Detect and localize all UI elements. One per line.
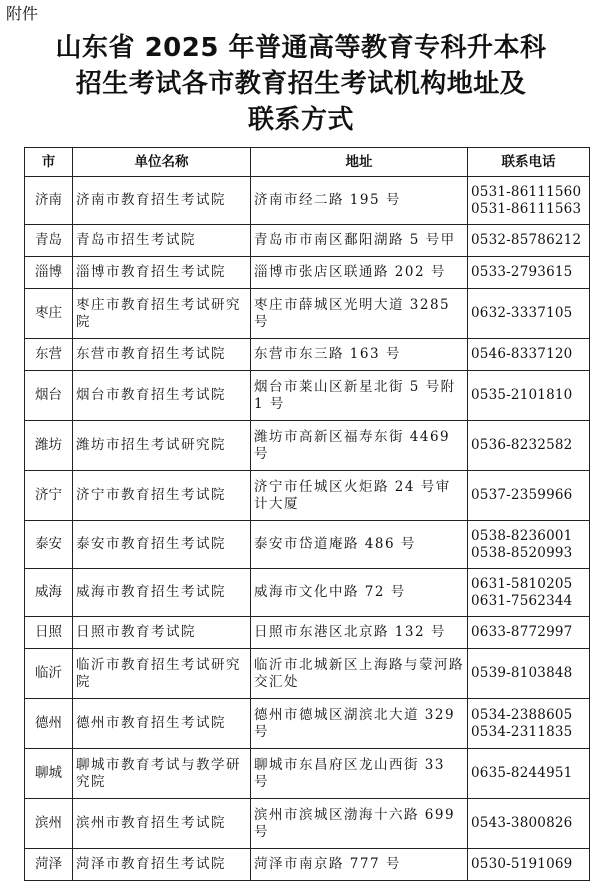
address-cell: 东营市东三路 163 号 [251,339,468,371]
phone-number: 0534-2388605 [471,706,573,723]
table-header-row [25,148,590,177]
phone-cell [468,225,590,257]
address-cell: 日照市东港区北京路 132 号 [251,617,468,649]
phone-cell [468,649,590,699]
table-row [25,699,590,749]
phone-number: 0538-8236001 [471,527,573,544]
table-row [25,569,590,617]
address-cell: 滨州市滨城区渤海十六路 699 号 [251,799,468,849]
phone-number: 0537-2359966 [471,487,573,503]
table-row [25,849,590,881]
phone-number: 0635-8244951 [471,765,573,781]
unit-cell: 枣庄市教育招生考试研究院 [73,289,251,339]
header-city: 市 [25,148,73,177]
table-row [25,257,590,289]
city-cell: 枣庄 [25,289,73,339]
phone-number: 0631-5810205 [471,575,573,592]
phone-number: 0633-8772997 [471,624,573,640]
city-cell: 菏泽 [25,849,73,881]
phone-cell [468,471,590,521]
city-cell: 淄博 [25,257,73,289]
phone-number: 0533-2793615 [471,264,573,280]
phone-number: 0532-85786212 [471,232,582,248]
city-cell: 滨州 [25,799,73,849]
unit-cell: 聊城市教育考试与教学研究院 [73,749,251,799]
phone-number: 0538-8520993 [471,544,573,561]
address-cell: 临沂市北城新区上海路与蒙河路交汇处 [251,649,468,699]
address-cell: 潍坊市高新区福寿东街 4469 号 [251,421,468,471]
phone-cell [468,257,590,289]
city-cell: 青岛 [25,225,73,257]
city-cell: 临沂 [25,649,73,699]
header-phone: 联系电话 [468,148,590,177]
unit-cell: 临沂市教育招生考试研究院 [73,649,251,699]
unit-cell: 日照市教育考试院 [73,617,251,649]
phone-cell [468,521,590,569]
city-cell: 东营 [25,339,73,371]
page-title [0,30,602,138]
city-cell: 济南 [25,177,73,225]
unit-cell: 菏泽市教育招生考试院 [73,849,251,881]
phone-number: 0535-2101810 [471,387,573,403]
address-cell: 济南市经二路 195 号 [251,177,468,225]
phone-cell [468,699,590,749]
phone-cell [468,371,590,421]
address-cell: 枣庄市薛城区光明大道 3285 号 [251,289,468,339]
unit-cell: 德州市教育招生考试院 [73,699,251,749]
title-line-1: 山东省 2025 年普通高等教育专科升本科 [55,33,547,63]
attachment-label: 附件 [6,4,39,23]
unit-cell: 青岛市招生考试院 [73,225,251,257]
phone-cell [468,617,590,649]
table-row [25,799,590,849]
phone-cell [468,569,590,617]
address-cell: 德州市德城区湖滨北大道 329 号 [251,699,468,749]
phone-number: 0530-5191069 [471,856,573,872]
table-row [25,339,590,371]
table-row [25,749,590,799]
address-cell: 聊城市东昌府区龙山西街 33 号 [251,749,468,799]
address-cell: 菏泽市南京路 777 号 [251,849,468,881]
phone-number: 0531-86111560 [471,183,582,200]
unit-cell: 济宁市教育招生考试院 [73,471,251,521]
unit-cell: 潍坊市招生考试研究院 [73,421,251,471]
address-cell: 济宁市任城区火炬路 24 号审计大厦 [251,471,468,521]
unit-cell: 威海市教育招生考试院 [73,569,251,617]
phone-cell [468,289,590,339]
city-cell: 潍坊 [25,421,73,471]
phone-cell [468,177,590,225]
phone-number: 0546-8337120 [471,346,573,362]
city-cell: 烟台 [25,371,73,421]
city-cell: 济宁 [25,471,73,521]
phone-cell [468,749,590,799]
unit-cell: 滨州市教育招生考试院 [73,799,251,849]
phone-number: 0531-86111563 [471,200,582,217]
city-cell: 德州 [25,699,73,749]
table-row [25,289,590,339]
table-row [25,225,590,257]
title-line-3: 联系方式 [247,105,354,135]
unit-cell: 淄博市教育招生考试院 [73,257,251,289]
phone-number: 0543-3800826 [471,815,573,831]
table-row [25,521,590,569]
table-row [25,649,590,699]
unit-cell: 泰安市教育招生考试院 [73,521,251,569]
phone-number: 0536-8232582 [471,437,573,453]
address-cell: 烟台市莱山区新星北街 5 号附 1 号 [251,371,468,421]
unit-cell: 东营市教育招生考试院 [73,339,251,371]
contact-table [24,147,590,881]
header-unit-name: 单位名称 [73,148,251,177]
phone-number: 0631-7562344 [471,592,573,609]
phone-cell [468,799,590,849]
unit-cell: 烟台市教育招生考试院 [73,371,251,421]
phone-number: 0632-3337105 [471,305,573,321]
header-address: 地址 [251,148,468,177]
table-row [25,471,590,521]
city-cell: 泰安 [25,521,73,569]
city-cell: 威海 [25,569,73,617]
phone-cell [468,339,590,371]
unit-cell: 济南市教育招生考试院 [73,177,251,225]
address-cell: 青岛市市南区鄱阳湖路 5 号甲 [251,225,468,257]
address-cell: 泰安市岱道庵路 486 号 [251,521,468,569]
city-cell: 日照 [25,617,73,649]
address-cell: 淄博市张店区联通路 202 号 [251,257,468,289]
phone-cell [468,421,590,471]
table-row [25,617,590,649]
address-cell: 威海市文化中路 72 号 [251,569,468,617]
table-row [25,421,590,471]
phone-number: 0539-8103848 [471,665,573,681]
city-cell: 聊城 [25,749,73,799]
title-line-2: 招生考试各市教育招生考试机构地址及 [75,69,527,99]
table-row [25,371,590,421]
phone-number: 0534-2311835 [471,723,573,740]
phone-cell [468,849,590,881]
table-row [25,177,590,225]
